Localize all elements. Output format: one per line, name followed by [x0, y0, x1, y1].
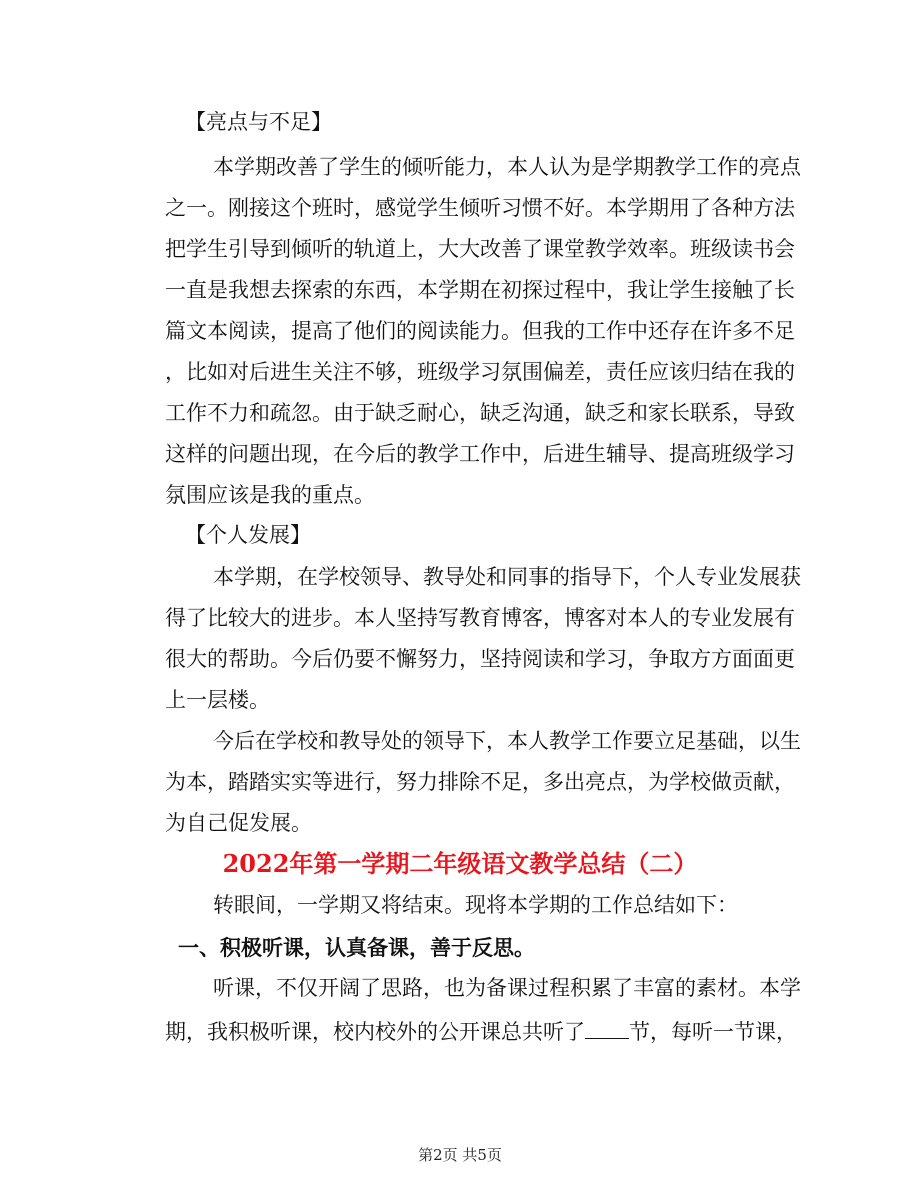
page-footer: 第2页 共5页 [418, 1146, 502, 1164]
fill-in-blank [585, 1019, 629, 1039]
section-title-highlights: 【亮点与不足】 [185, 110, 332, 134]
paragraph-line: 氛围应该是我的重点。 [165, 483, 375, 507]
paragraph-line: 得了比较大的进步。本人坚持写教育博客，博客对本人的专业发展有 [165, 606, 795, 630]
paragraph-line: 本学期改善了学生的倾听能力，本人认为是学期教学工作的亮点 [213, 155, 801, 179]
paragraph-text: 期，我积极听课，校内校外的公开课总共听了 [165, 1020, 585, 1044]
paragraph-line: 上一层楼。 [165, 688, 270, 712]
paragraph-line: 篇文本阅读，提高了他们的阅读能力。但我的工作中还存在许多不足 [165, 319, 795, 343]
paragraph-line: 为本，踏踏实实等进行，努力排除不足，多出亮点，为学校做贡献， [165, 770, 795, 794]
paragraph-line: 听课，不仅开阔了思路，也为备课过程积累了丰富的素材。本学 [213, 976, 801, 1000]
paragraph-line [165, 1019, 797, 1043]
paragraph-text: 节，每听一节课， [629, 1020, 797, 1044]
paragraph-line: 为自己促发展。 [165, 811, 312, 835]
intro-line: 转眼间，一学期又将结束。现将本学期的工作总结如下： [213, 893, 738, 917]
paragraph-line: 今后在学校和教导处的领导下，本人教学工作要立足基础，以生 [213, 729, 801, 753]
paragraph-line: ，比如对后进生关注不够，班级学习氛围偏差，责任应该归结在我的 [165, 360, 795, 384]
point-heading: 一、积极听课，认真备课，善于反思。 [178, 935, 535, 960]
document-heading: 2022年第一学期二年级语文教学总结（二） [222, 849, 698, 878]
paragraph-line: 把学生引导到倾听的轨道上，大大改善了课堂教学效率。班级读书会 [165, 237, 795, 261]
section-title-development: 【个人发展】 [185, 523, 311, 547]
paragraph-line: 之一。刚接这个班时，感觉学生倾听习惯不好。本学期用了各种方法 [165, 196, 795, 220]
paragraph-line: 一直是我想去探索的东西，本学期在初探过程中，我让学生接触了长 [165, 278, 795, 302]
paragraph-line: 工作不力和疏忽。由于缺乏耐心，缺乏沟通，缺乏和家长联系，导致 [165, 401, 795, 425]
paragraph-line: 很大的帮助。今后仍要不懈努力，坚持阅读和学习，争取方方面面更 [165, 647, 795, 671]
paragraph-line: 本学期，在学校领导、教导处和同事的指导下，个人专业发展获 [213, 565, 801, 589]
paragraph-line: 这样的问题出现，在今后的教学工作中，后进生辅导、提高班级学习 [165, 442, 795, 466]
